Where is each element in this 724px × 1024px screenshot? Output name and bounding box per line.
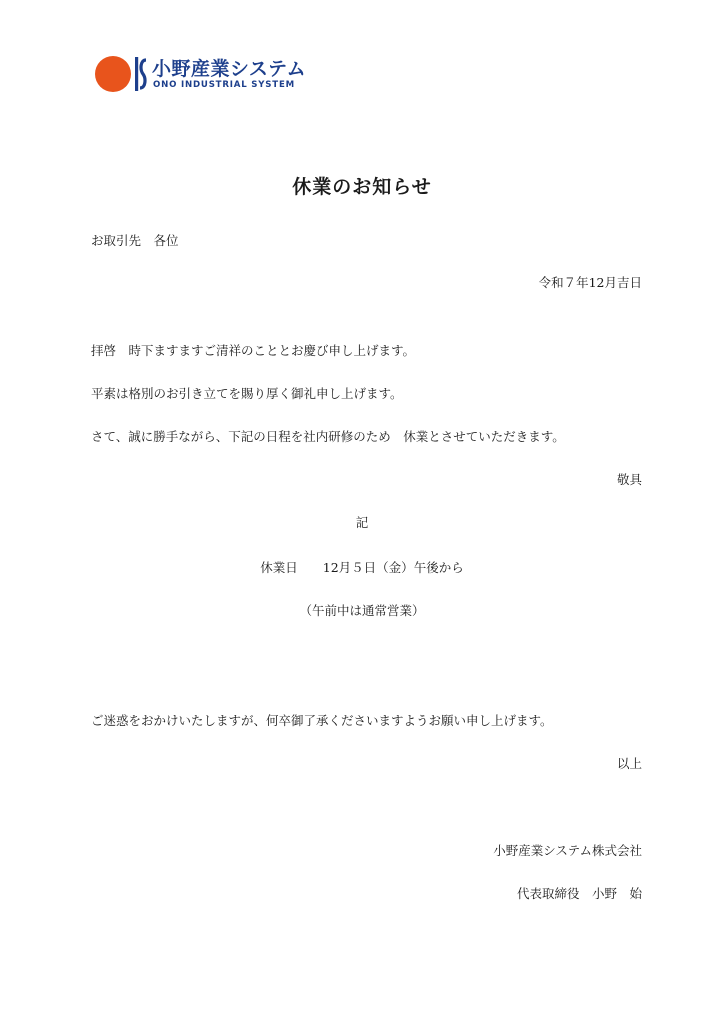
company-name: 小野産業システム株式会社 xyxy=(493,843,642,858)
greeting-line: 拝啓 時下ますますご清祥のこととお慶び申し上げます。 xyxy=(91,343,416,358)
apology-line: ご迷惑をおかけいたしますが、何卒御了承くださいますようお願い申し上げます。 xyxy=(91,713,553,728)
addressee: お取引先 各位 xyxy=(91,233,179,248)
thanks-line: 平素は格別のお引き立てを賜り厚く御礼申し上げます。 xyxy=(91,386,403,401)
closing-keigu: 敬具 xyxy=(616,472,642,487)
company-logo-mark xyxy=(95,54,147,94)
notice-title: 休業のお知らせ xyxy=(292,176,432,198)
holiday-note: （午前中は通常営業） xyxy=(299,603,425,618)
ki-heading: 記 xyxy=(355,515,369,530)
body-line: さて、誠に勝手ながら、下記の日程を社内研修のため 休業とさせていただきます。 xyxy=(91,429,565,444)
end-ijou: 以上 xyxy=(616,756,642,771)
notice-date: 令和７年12月吉日 xyxy=(538,275,642,290)
company-logo-name: 小野産業システム xyxy=(152,58,307,80)
company-logo xyxy=(95,52,305,96)
representative: 代表取締役 小野 始 xyxy=(516,886,642,901)
holiday-line: 休業日 12月５日（金）午後から xyxy=(260,560,464,575)
company-logo-english: ONO INDUSTRIAL SYSTEM xyxy=(153,80,295,90)
